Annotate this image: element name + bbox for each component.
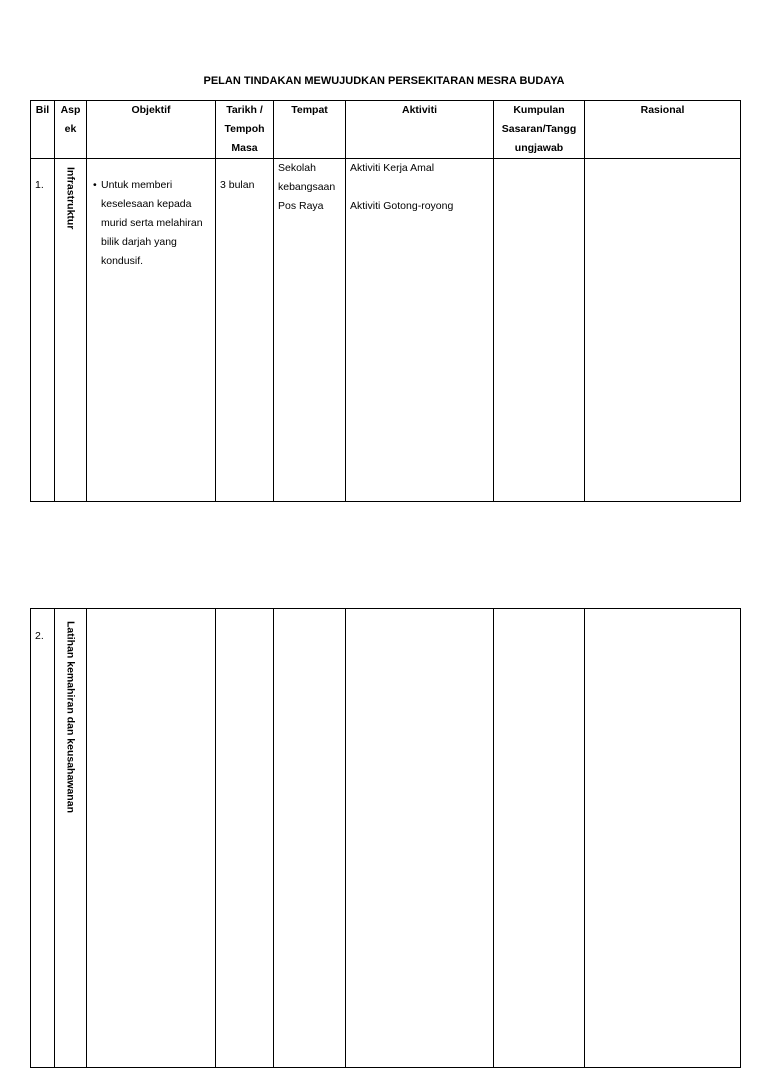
row-rasional <box>585 159 741 502</box>
bullet-icon: • <box>93 179 97 191</box>
row-kumpulan <box>494 159 585 502</box>
row-objektif <box>87 159 216 502</box>
row-rasional <box>585 609 741 1068</box>
objektif-text: Untuk memberi keselesaan kepada murid serta melahiran bilik darjah yang kondusif. <box>101 179 203 267</box>
table-row <box>31 159 741 502</box>
row-aktiviti <box>346 159 494 502</box>
row-tarikh: 3 bulan <box>216 159 274 502</box>
header-rasional: Rasional <box>585 101 741 159</box>
aktiviti-item: Aktiviti Kerja Amal <box>350 162 435 174</box>
row-objektif <box>87 609 216 1068</box>
row-kumpulan <box>494 609 585 1068</box>
header-row <box>31 101 741 159</box>
header-bil: Bil <box>31 101 55 159</box>
header-kumpulan: Kumpulan Sasaran/Tangg ungjawab <box>494 101 585 159</box>
row-bil: 2. <box>31 609 55 1068</box>
header-objektif: Objektif <box>87 101 216 159</box>
header-tarikh: Tarikh / Tempoh Masa <box>216 101 274 159</box>
table-row <box>31 609 741 1068</box>
page-title: PELAN TINDAKAN MEWUJUDKAN PERSEKITARAN MESRA BUDAYA <box>203 75 565 87</box>
header-tempat: Tempat <box>274 101 346 159</box>
action-plan-table <box>30 100 741 502</box>
action-plan-table-continued <box>30 608 741 1068</box>
row-aspek-cell <box>55 159 87 502</box>
aktiviti-item: Aktiviti Gotong-royong <box>350 200 454 212</box>
row-bil: 1. <box>31 159 55 502</box>
tempat-text: Sekolah kebangsaan Pos Raya <box>278 162 336 212</box>
row-tempat <box>274 609 346 1068</box>
row-aspek: Infrastruktur <box>64 167 77 230</box>
header-aspek: Asp ek <box>55 101 87 159</box>
header-aktiviti: Aktiviti <box>346 101 494 159</box>
row-aspek: Latihan kemahiran dan keusahawanan <box>64 621 77 813</box>
row-aktiviti <box>346 609 494 1068</box>
row-aspek-cell <box>55 609 87 1068</box>
row-tempat <box>274 159 346 502</box>
row-tarikh <box>216 609 274 1068</box>
